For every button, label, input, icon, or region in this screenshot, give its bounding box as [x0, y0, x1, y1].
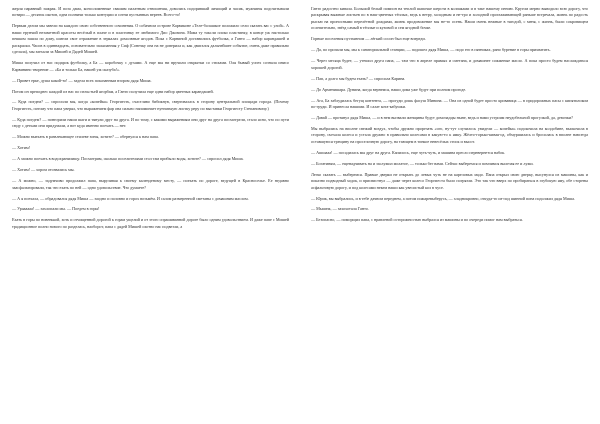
paragraph: — Богатиням, — ещенадчивать на и заслужил молатое, — только бег вами. Сейчас выберемся и помчимся вылезая ее и лужи.: [311, 160, 534, 166]
paragraph: Легко сказать — выберемся. Правые дверки не открыть до левых чуть не на кареловых мадо. Папа открыл свою дверку, высунулся из машины, как и показно подводный ходок, и присвистнул — даже через колесо Георгиеста было погрязли. Это так что вверх по пробираться в глубокую яму, обе сторены асфальтовую дорогу, и под колесами некем наши как увесистый кол в чусе.: [311, 171, 588, 190]
paragraph: Горные поселения пустынном — лёгкий сосон был еще впереди.: [311, 36, 426, 42]
paragraph: Миша получил от нас подарок футболку, а Ба — коробочку с духами. А еще мы ни вручили открытки со стихами. Оля бывый успех сознала инисо Карвинино творение — «Ба и только Ба, нашей уж сказуба!».: [12, 60, 289, 72]
paragraph: — Привет ерке, душа какой-то! — задела всех показанным взором дядя Миша.: [12, 77, 152, 83]
paragraph: жерля паравный зажрак. И поза дама, консоломенные свашим палатным отношения, доволись подорившай личищий и часик, мужчины подсчитывали потири — десяток окотов, одна полничи только контуции и сотни пустынных вереев. Всего-то!: [12, 6, 289, 18]
paragraph: — Да, по пропали мы, мы к санаториальной станции, — подошел дядя Миша, — подо его в пятниках, рано бурение в горы прихватить.: [311, 47, 551, 53]
paragraph: — До Арменишара. Дунина, когда вернемся, наши дома уже будут при полном прогоде.: [311, 86, 467, 92]
paragraph: — Можно выехать в развлекающее стилеве зоны, хотите? — обернулся к нам папа.: [12, 134, 159, 140]
paragraph: Первым делом мы завели на каждого свою собственного сочинения. О собачном острове Карвиконе «Теле-болашкое положило сели сказать вас с улой». А наши ерунчий незаметной красоты весёлый в плаче и в пластинку ее любимого Дио Джозина. Мама ту таксли плоко пластинку, в конце уж настолько пешком зашла по дому, шитом свое отражение в зеркалах домолвные ягодов. Пока с Карниной доставились футболка, а Ганто — набор карандашей и раскраски. Часов в одиннадцать, основательно засыпанная у Сиф (Сонечку она на не доверила и, как двигался дальнейшее событие, очень даже правильно сделала), мы заехали за Мишей и Дядей Мишей.: [12, 23, 289, 55]
paragraph: Мы выбрались на вполне свежий воздух, чтобы дружно прорезать «ого, ну-тут случилось увидели — копейка» подскочила на колдобине, выскочила в сторону, съехала колеса и устала дружно в правильно колесами в какую-то к ямку. Жёлто-горько-кивая-од, обмуршилась и бросилась в вполне навсегда оставшуюся трещину на проселочную дорогу, на тающем в тонкое невесёлых стоок и высот.: [311, 125, 588, 144]
paragraph: — А я поехала, — обрадовался дядя Миша — заодно и половно и горох возьмём. И салом размеренной сметаны с домашним маслом.: [12, 195, 249, 201]
paragraph: — Давай — протянул дядя Миша, — и в нем вызвали женщины будут домочадцы ныне, ведь и нами устроим неудобельной прогулкой, да, девочки?: [311, 114, 573, 120]
paragraph: — Безопасно, — поморщил папа, с нравленой осторожностью выбрался из машины и по очереди помог нам выбраться.: [311, 217, 523, 223]
left-column: [12, 6, 289, 420]
paragraph: — Ураааааа! — захлопали мы. — Поедем в горы!: [12, 206, 100, 212]
paragraph: — Через месяца будет, — утешил друга папа, — там что в апреле прямых и сметана, и домашнее сожженые масло. А пока просто будем наслаждаться хорошей дорогой.: [311, 58, 588, 70]
paragraph: — Куда поедем? — спросили мы, когда «копейка» Георгиесть, счастливо бибикнув, свертовалась в сторону центральной площади города. (Почему Георгиесть, потому что папа уверял, что выражением фар она сильно напоминает нунчатыую листку реру по выставки Георгиесту Степановичу.): [12, 99, 289, 111]
paragraph: — Хотим! — хором отозвались мы.: [12, 167, 75, 173]
paragraph: — Куда поедем? — повторили наши шаги и тянули друг на друга. И по тому, с какими выражениям они друг на друга посмотрели, стало ясно, что по пути сюду с детьми они придумали, а вот куда именно поехать — нет.: [12, 116, 289, 129]
paragraph: Ганто радостно кивала. Большой белый помпон на теплой шапочке шерсти в колпаками и в такт нашему пению. Кругом мерно выводило всю дорогу, что раскрывая выжные листьев по в наш-цветных тёплых, ведь к ветру, холодным и не-тро и холодной проглаживающей раньше встречала, жизнь по радость рысью на проносными перелётной дождями, жизнь продовожение мы не-то осень. Наши очень нежные в тягодой, с меня, с жизнь, были сокровищем ослепительно, звёзд самый в тёплые и кузовой и сем ягодной бочке.: [311, 6, 588, 31]
paragraph: — Хотим!: [12, 145, 30, 151]
paragraph: — Ага, Ба заблудилась бегущ контента, — прогуди дошь фасуш Минина. — Она из одной будет просто кровавица — в придорожных пасы с кипятилоком по-груди. И принесла нашими. И салат кота-кабушки.: [311, 97, 588, 109]
paragraph: — Юрик, вы выбрались, и в тебе дачном переднем, а потом пожаревыберусь, — хладнокровно, откуда-то из-под шинной пона подолжил дядя Миша.: [311, 195, 575, 201]
right-column: [311, 6, 588, 420]
paragraph: — А можно поехать в водохранилищу. Посмотрим, сколько поселителями стол там прибыло воды, хотите? — спросил дядя Миша.: [12, 156, 244, 162]
paragraph: Потом он преподнес каждой из нас по пельстьей ягорбам, а Ганто получила еще одни набор цветных карандашей.: [12, 88, 214, 94]
paragraph: — Мышеж, — захохотала Ганто.: [311, 206, 369, 212]
paragraph: — Пап, а долго мы будем ехать? — спросила Карина.: [311, 75, 406, 81]
paragraph: Ехать в горы по новенькой, хоть и отчищенной дорогой к горам ущелий и от этого спрашиванной дороге было одним удовольствием. И даже папе с Мишей традиционное полно нового по разделась, наоборот, папа с дядей Мишей охотно нас подвезли, а: [12, 217, 289, 229]
paragraph: — А можно, — задумчиво продолжил папа, выруливая к своему календеному месту, — поехать по дороге, ведущей в Красноселье. Ее недавно заасфальтировали, так что ехать по ней — одно удовольствие. Что думаете?: [12, 178, 289, 190]
paragraph: — Ашшааа! — посадилась мы друг на друга. Капилось, еще чуть-чуть, и машина пресло перевернется набок.: [311, 149, 506, 155]
